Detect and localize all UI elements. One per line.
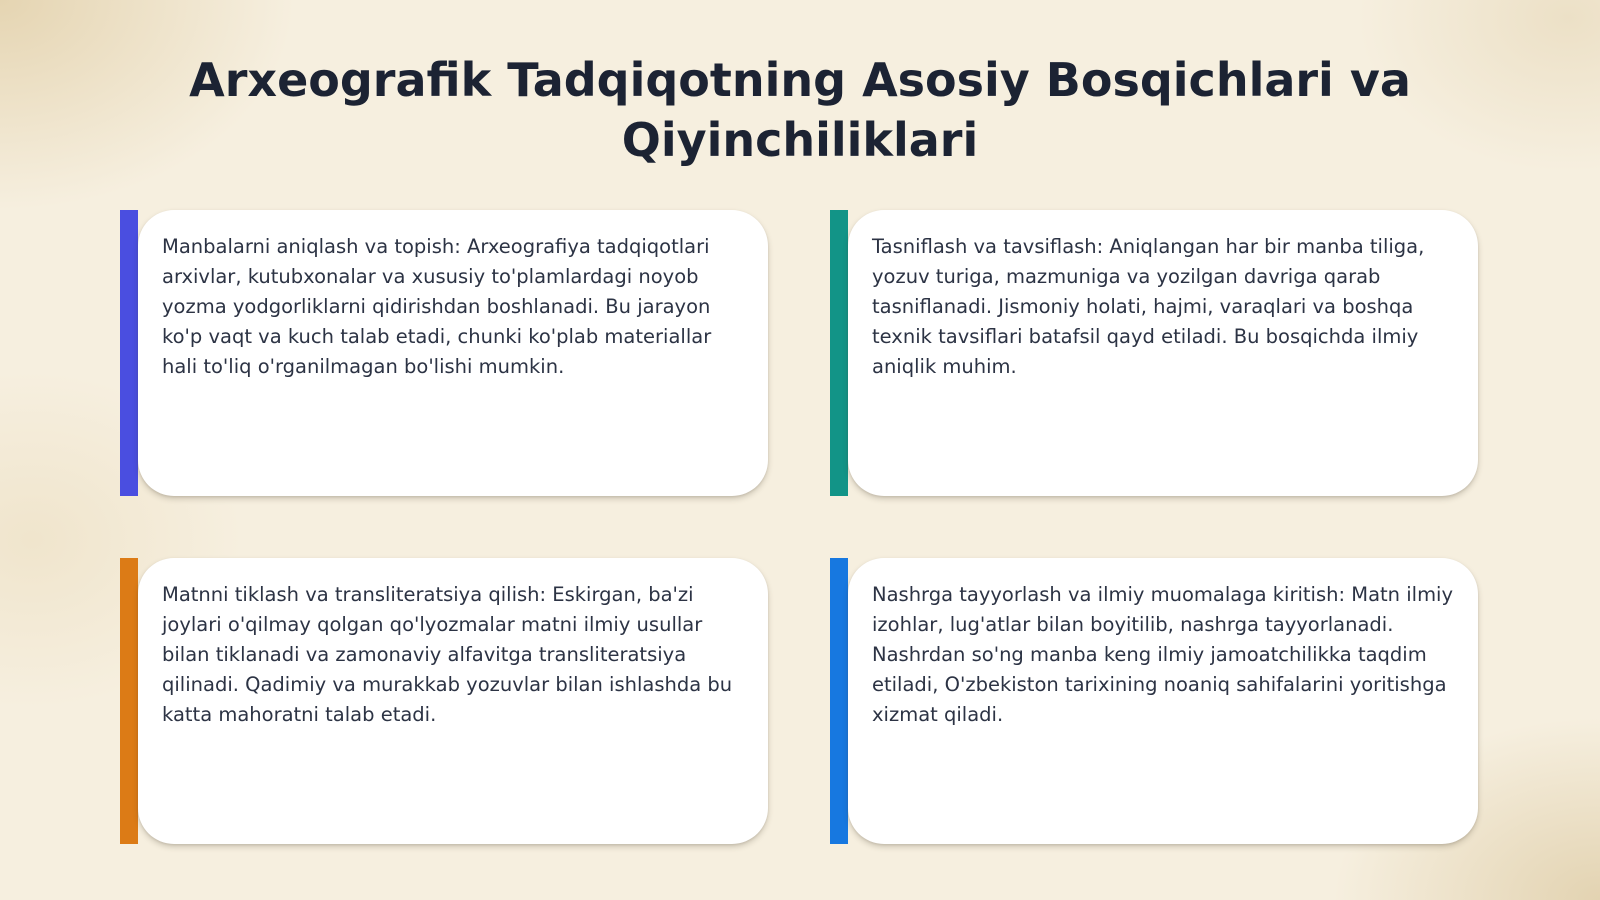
card-accent-bar [830,210,848,496]
card-body [848,210,1478,496]
card-accent-bar [120,210,138,496]
slide-title: Arxeografik Tadqiqotning Asosiy Bosqichlari va Qiyinchiliklari [189,53,1411,167]
stage-card-text-restoration [120,558,768,844]
card-text: Tasniflash va tavsiflash: Aniqlangan har bir manba tiliga, yozuv turiga, mazmuniga va yozilgan davriga qarab tasniflanadi. Jismoniy holati, hajmi, varaqlari va boshqa texnik tavsiflari batafsil qayd etiladi. Bu bosqichda ilmiy aniqlik muhim. [872,235,1425,378]
card-body [138,210,768,496]
stage-card-publication [830,558,1478,844]
card-text: Manbalarni aniqlash va topish: Arxeografiya tadqiqotlari arxivlar, kutubxonalar va xususiy to'plamlardagi noyob yozma yodgorliklarni qidirishdan boshlanadi. Bu jarayon ko'p vaqt va kuch talab etadi, chunki ko'plab materiallar hali to'liq o'rganilmagan bo'lishi mumkin. [162,235,712,378]
stage-card-classification [830,210,1478,496]
card-accent-bar [830,558,848,844]
card-body [848,558,1478,844]
stage-card-source-identification [120,210,768,496]
card-text: Matnni tiklash va transliteratsiya qilish: Eskirgan, ba'zi joylari o'qilmay qolgan qo'lyozmalar matni ilmiy usullar bilan tiklanadi va zamonaviy alfavitga transliteratsiya qilinadi. Qadimiy va murakkab yozuvlar bilan ishlashda bu katta mahoratni talab etadi. [162,583,733,726]
card-text: Nashrga tayyorlash va ilmiy muomalaga kiritish: Matn ilmiy izohlar, lug'atlar bilan boyitilib, nashrga tayyorlanadi. Nashrdan so'ng manba keng ilmiy jamoatchilikka taqdim etiladi, O'zbekiston tarixining noaniq sahifalarini yoritishga xizmat qiladi. [872,583,1454,726]
card-accent-bar [120,558,138,844]
card-body [138,558,768,844]
